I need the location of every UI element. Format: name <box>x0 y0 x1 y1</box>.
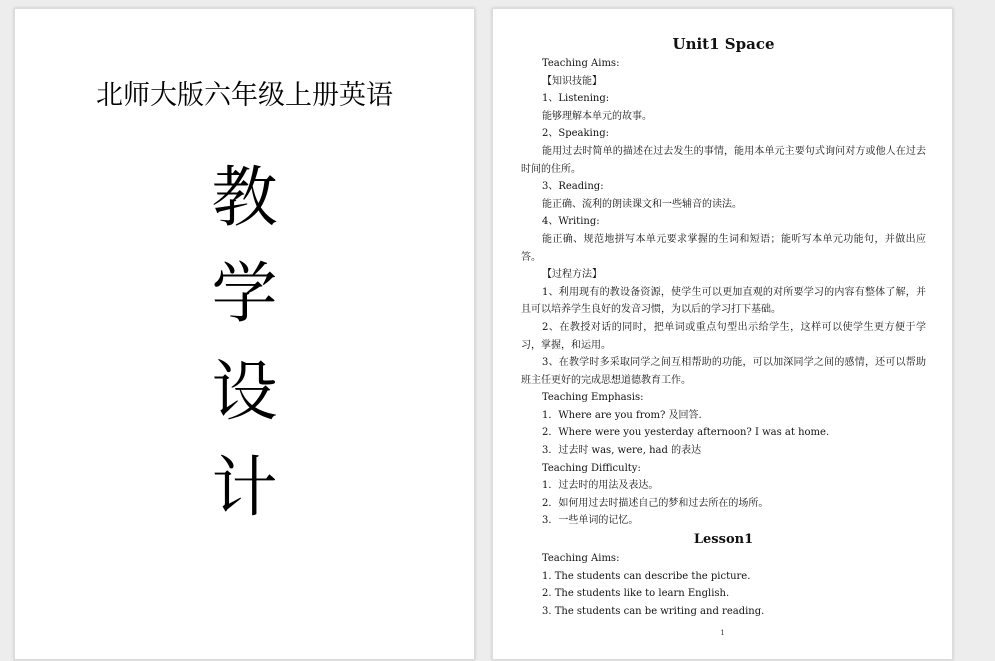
cover-title: 北师大版六年级上册英语 <box>96 80 393 111</box>
text-line: 1、Listening: <box>542 93 610 105</box>
text-line: 4、Writing: <box>542 216 600 228</box>
text-line: 【知识技能】 <box>542 75 602 87</box>
cover-char-ji: 计 <box>211 449 278 526</box>
text-line: 1．过去时的用法及表达。 <box>542 480 659 492</box>
cover-char-xue: 学 <box>211 255 278 332</box>
cover-page <box>14 8 475 660</box>
text-line: Teaching Emphasis: <box>542 392 644 404</box>
text-line: 3．过去时 was, were, had 的表达 <box>542 445 702 457</box>
page-number: 1 <box>720 629 725 637</box>
text-line: 2. The students like to learn English. <box>542 588 730 600</box>
paragraph: 2、在教授对话的同时，把单词或重点句型出示给学生，这样可以使学生更方便于学习，掌握，和运用。 <box>521 321 926 351</box>
text-line: 2．如何用过去时描述自己的梦和过去所在的场所。 <box>542 497 769 509</box>
text-line: 3．一些单词的记忆。 <box>542 515 639 527</box>
document-body <box>521 33 926 620</box>
text-line: Teaching Aims: <box>542 58 620 69</box>
paragraph: 1、利用现有的教设备资源，使学生可以更加直观的对所要学习的内容有整体了解，并且可以培养学生良好的发音习惯，为以后的学习打下基础。 <box>521 286 926 316</box>
paragraph: 能正确、规范地拼写本单元要求掌握的生词和短语；能听写本单元功能句，并做出应答。 <box>521 233 926 263</box>
text-line: 【过程方法】 <box>542 269 602 281</box>
text-line: 2、Speaking: <box>542 128 609 140</box>
content-page <box>492 8 953 660</box>
paragraph: 3、在教学时多采取同学之间互相帮助的功能，可以加深同学之间的感情，还可以帮助班主任更好的完成思想道德教育工作。 <box>521 357 926 386</box>
text-line: 2．Where were you yesterday afternoon? I was at home. <box>542 427 830 439</box>
lesson-title: Lesson1 <box>693 532 754 548</box>
text-line: 3、Reading: <box>542 181 604 193</box>
paragraph: 能用过去时简单的描述在过去发生的事情，能用本单元主要句式询问对方或他人在过去时间的住所。 <box>521 145 926 175</box>
text-line: 3. The students can be writing and reading. <box>542 605 765 617</box>
text-line: Teaching Difficulty: <box>542 462 641 474</box>
text-line: 能够理解本单元的故事。 <box>542 110 652 122</box>
text-line: 1. The students can describe the picture. <box>542 570 751 582</box>
text-line: 能正确、流利的朗读课文和一些辅音的读法。 <box>542 198 742 210</box>
text-line: 1．Where are you from? 及回答. <box>542 409 702 421</box>
cover-char-she: 设 <box>211 353 278 430</box>
unit-title: Unit1 Space <box>672 35 775 53</box>
text-line: Teaching Aims: <box>542 553 620 565</box>
cover-char-jiao: 教 <box>211 159 278 236</box>
